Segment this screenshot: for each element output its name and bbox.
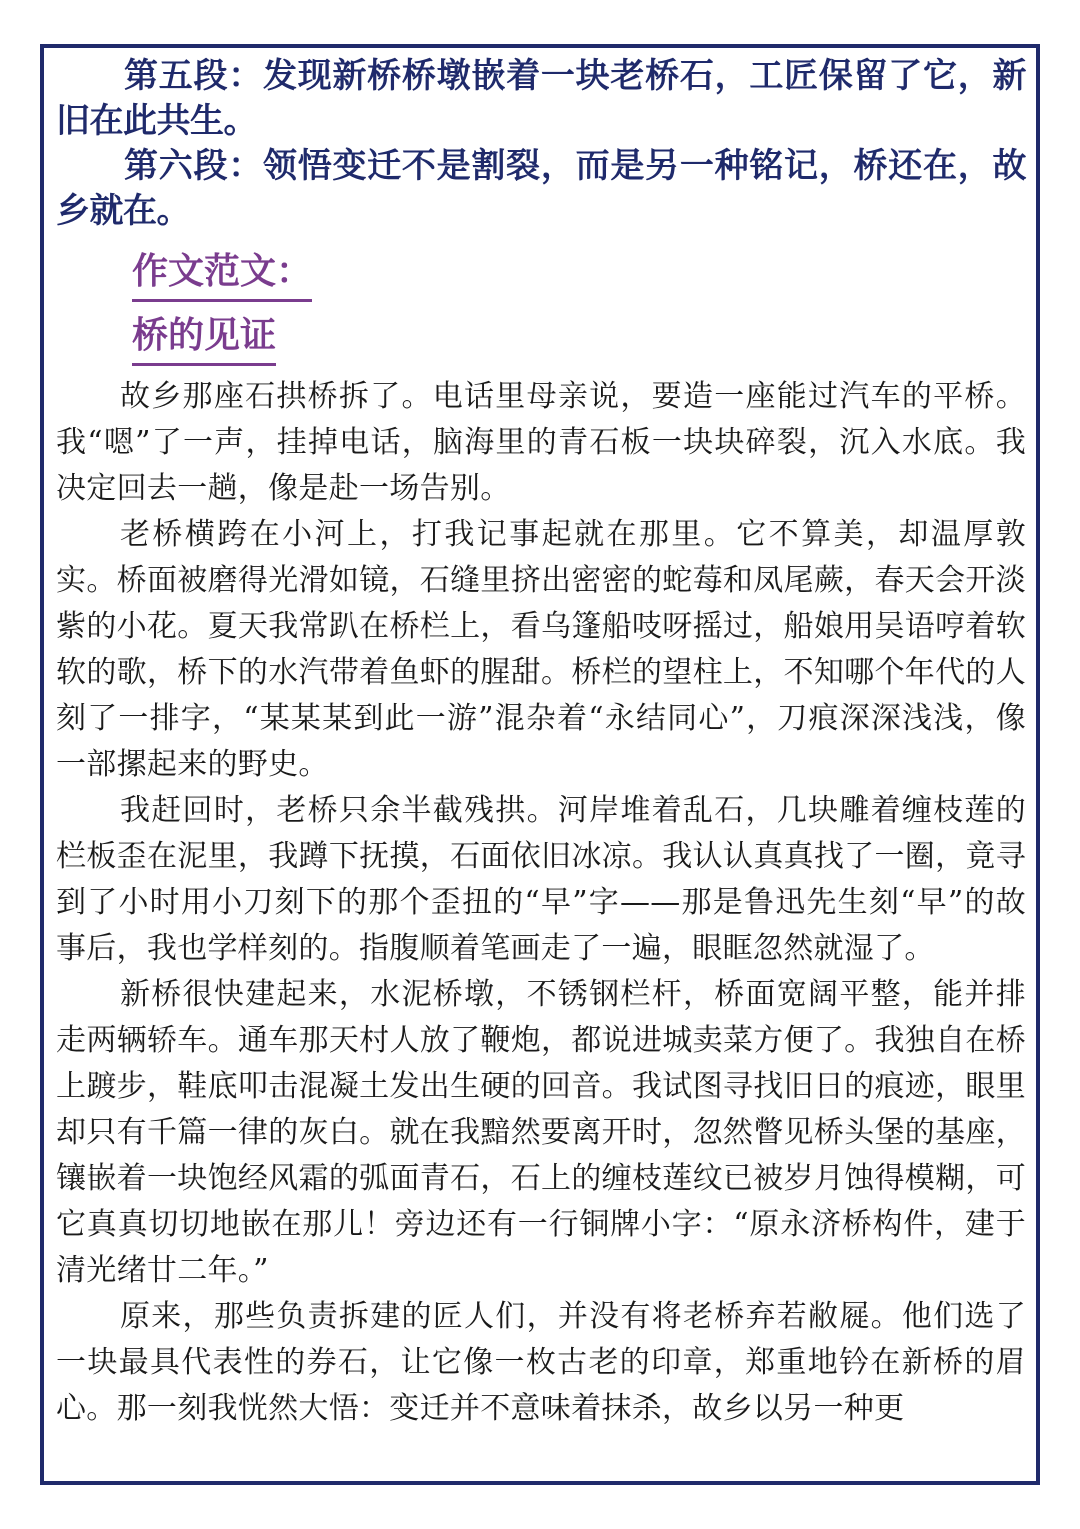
essay-title: 桥的见证 bbox=[132, 311, 276, 366]
outline-paragraph-5: 第五段：发现新桥桥墩嵌着一块老桥石，工匠保留了它，新旧在此共生。 bbox=[56, 56, 1026, 141]
page-frame bbox=[40, 44, 1040, 1485]
essay-paragraph-1: 故乡那座石拱桥拆了。电话里母亲说，要造一座能过汽车的平桥。我“嗯”了一声，挂掉电话，脑海里的青石板一块块碎裂，沉入水底。我决定回去一趟，像是赴一场告别。 bbox=[56, 379, 1026, 506]
section-label: 作文范文： bbox=[132, 247, 312, 302]
essay-paragraph-4: 新桥很快建起来，水泥桥墩，不锈钢栏杆，桥面宽阔平整，能并排走两辆轿车。通车那天村人放了鞭炮，都说进城卖菜方便了。我独自在桥上踱步，鞋底叩击混凝土发出生硬的回音。我试图寻找旧日的痕迹，眼里却只有千篇一律的灰白。就在我黯然要离开时，忽然瞥见桥头堡的基座，镶嵌着一块饱经风霜的弧面青石，石上的缠枝莲纹已被岁月蚀得模糊，可它真真切切地嵌在那儿！旁边还有一行铜牌小字：“原永济桥构件，建于清光绪廿二年。” bbox=[56, 977, 1026, 1288]
essay-paragraph-5: 原来，那些负责拆建的匠人们，并没有将老桥弃若敝屣。他们选了一块最具代表性的券石，让它像一枚古老的印章，郑重地钤在新桥的眉心。那一刻我恍然大悟：变迁并不意味着抹杀，故乡以另一种更 bbox=[56, 1299, 1026, 1426]
outline-paragraph-6: 第六段：领悟变迁不是割裂，而是另一种铭记，桥还在，故乡就在。 bbox=[56, 146, 1026, 231]
essay-paragraph-2: 老桥横跨在小河上，打我记事起就在那里。它不算美，却温厚敦实。桥面被磨得光滑如镜，石缝里挤出密密的蛇莓和凤尾蕨，春天会开淡紫的小花。夏天我常趴在桥栏上，看乌篷船吱呀摇过，船娘用吴语哼着软软的歌，桥下的水汽带着鱼虾的腥甜。桥栏的望柱上，不知哪个年代的人刻了一排字，“某某某到此一游”混杂着“永结同心”，刀痕深深浅浅，像一部摞起来的野史。 bbox=[56, 517, 1026, 782]
page-content bbox=[56, 54, 1026, 1432]
essay-title-row bbox=[56, 306, 1026, 370]
section-label-row bbox=[56, 242, 1026, 306]
essay-paragraph-3: 我赶回时，老桥只余半截残拱。河岸堆着乱石，几块雕着缠枝莲的栏板歪在泥里，我蹲下抚摸，石面依旧冰凉。我认认真真找了一圈，竟寻到了小时用小刀刻下的那个歪扭的“早”字——那是鲁迅先生刻“早”的故事后，我也学样刻的。指腹顺着笔画走了一遍，眼眶忽然就湿了。 bbox=[56, 793, 1026, 966]
